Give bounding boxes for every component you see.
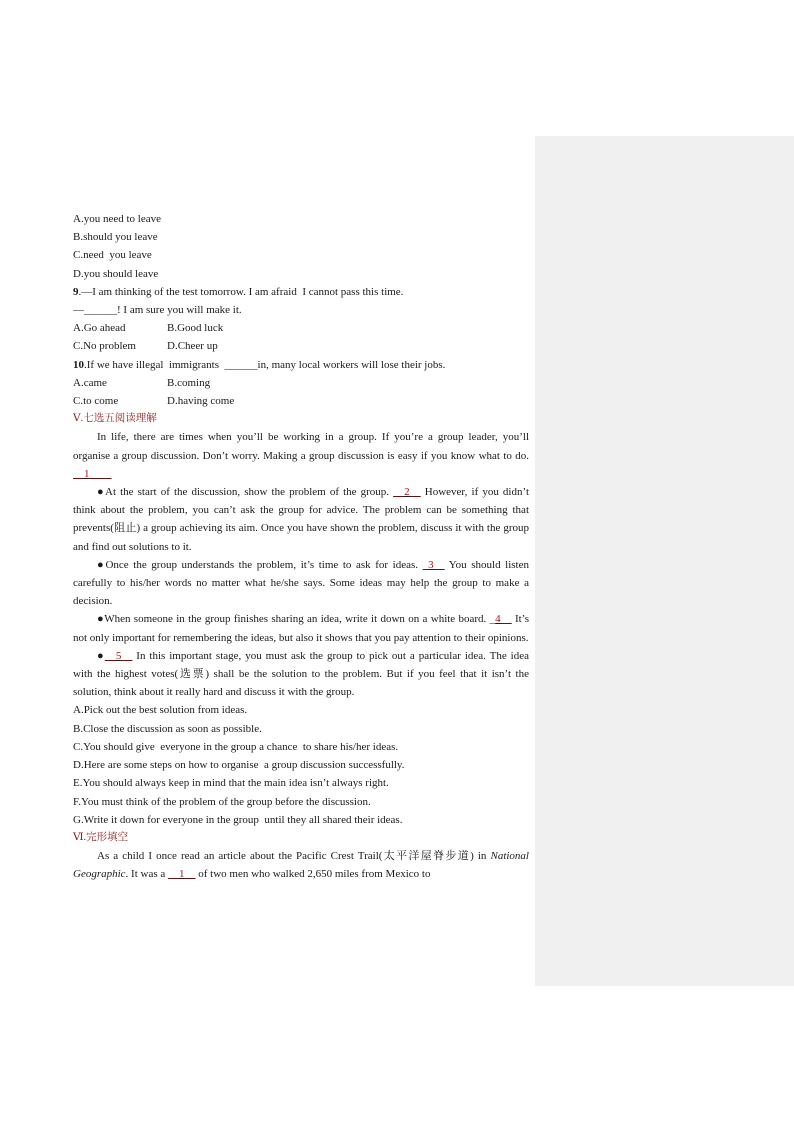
q9-options-row-1 [73, 319, 529, 337]
q10-option-a: A.came [73, 376, 107, 389]
choice-d: D.Here are some steps on how to organise a group discussion successfully. [73, 759, 405, 772]
paragraph-text: of two men who walked 2,650 miles from Mexico to [195, 868, 431, 881]
comment-pane [535, 136, 794, 986]
q10-text: .If we have illegal immigrants ______in, many local workers will lose their jobs. [84, 358, 446, 371]
blank-3: _3__ [422, 558, 445, 571]
paragraph-text: . It was a [125, 868, 169, 881]
paragraph-text: As a child I once read an article about the Pacific Crest Trail(太平洋屋脊步道) in [97, 850, 491, 863]
paragraph-text: It’s not only important for remembering the ideas, but also it shows that you pay attention to their opinions. [73, 613, 529, 644]
q9-options-row-2 [73, 337, 529, 355]
blank-1: __1____ [73, 467, 112, 480]
q9-option-a: A.Go ahead [73, 322, 126, 335]
paragraph-text: You should listen carefully to his/her words no matter what he/she says. Some ideas may help the group to make a decision. [73, 558, 529, 608]
q9-stem [73, 283, 529, 301]
blank-1: __1__ [168, 868, 196, 881]
paragraph-text: ●At the start of the discussion, show the problem of the group. [97, 486, 394, 499]
q9-number: 9 [73, 285, 79, 298]
q10-option-b: B.coming [167, 376, 211, 389]
q10-option-c: C.to come [73, 395, 119, 408]
choice-e: E.You should always keep in mind that the main idea isn’t always right. [73, 777, 389, 790]
q9-text: .—I am thinking of the test tomorrow. I am afraid I cannot pass this time. [78, 285, 404, 298]
q9-option-b: B.Good luck [167, 322, 224, 335]
q10-stem [73, 356, 529, 374]
document-body [73, 210, 529, 884]
blank-5: __5__ [104, 649, 133, 662]
section-6-paragraph-1 [73, 847, 529, 883]
paragraph-text: In life, there are times when you’ll be working in a group. If you’re a group leader, you’ll organise a group discussion. Don’t worry. Making a group discussion is easy if you know what to do. [73, 431, 529, 462]
q10-option-d: D.having come [167, 395, 235, 408]
q9-option-c: C.No problem [73, 340, 136, 353]
section-6-heading: Ⅵ.完形填空 [73, 831, 129, 843]
paragraph-text: ● [97, 649, 105, 662]
section-5-paragraph-5 [73, 647, 529, 702]
section-5-paragraph-2 [73, 483, 529, 556]
q8-option-c: C.need you leave [73, 249, 152, 262]
choice-f: F.You must think of the problem of the group before the discussion. [73, 795, 371, 808]
paragraph-text: ●Once the group understands the problem, it’s time to ask for ideas. [97, 558, 423, 571]
choice-g: G.Write it down for everyone in the group until they all shared their ideas. [73, 813, 403, 826]
choice-a: A.Pick out the best solution from ideas. [73, 704, 248, 717]
q10-number: 10 [73, 358, 84, 371]
section-5-paragraph-3 [73, 556, 529, 611]
paragraph-text: ●When someone in the group finishes sharing an idea, write it down on a white board. _ [97, 613, 496, 626]
q9-option-d: D.Cheer up [167, 340, 218, 353]
q10-options-row-1 [73, 374, 529, 392]
choice-b: B.Close the discussion as soon as possible. [73, 722, 262, 735]
section-5-paragraph-4 [73, 610, 529, 646]
section-5-heading: Ⅴ.七选五阅读理解 [73, 413, 157, 425]
q10-options-row-2 [73, 392, 529, 410]
paragraph-text: However, if you didn’t think about the problem, you can’t ask the group for advice. The problem can be something that prevents(阻止) a group achieving its aim. Once you have shown the problem, discuss it with the group and find out solutions to it. [73, 486, 530, 553]
paragraph-text: In this important stage, you must ask the group to pick out a particular idea. The idea with the highest votes(选票) shall be the solution to the problem. But if you feel that it isn’t the solution, think about it really hard and discuss it with the group. [73, 649, 529, 699]
q9-reply: —______! I am sure you will make it. [73, 304, 242, 317]
section-5-paragraph-1 [73, 428, 529, 483]
q8-option-b: B.should you leave [73, 231, 158, 244]
blank-2: __2__ [393, 486, 421, 499]
magazine-title: National Geographic [73, 850, 529, 881]
blank-4: 4__ [495, 613, 512, 626]
q8-option-d: D.you should leave [73, 267, 159, 280]
q8-option-a: A.you need to leave [73, 213, 161, 225]
choice-c: C.You should give everyone in the group a chance to share his/her ideas. [73, 740, 399, 753]
